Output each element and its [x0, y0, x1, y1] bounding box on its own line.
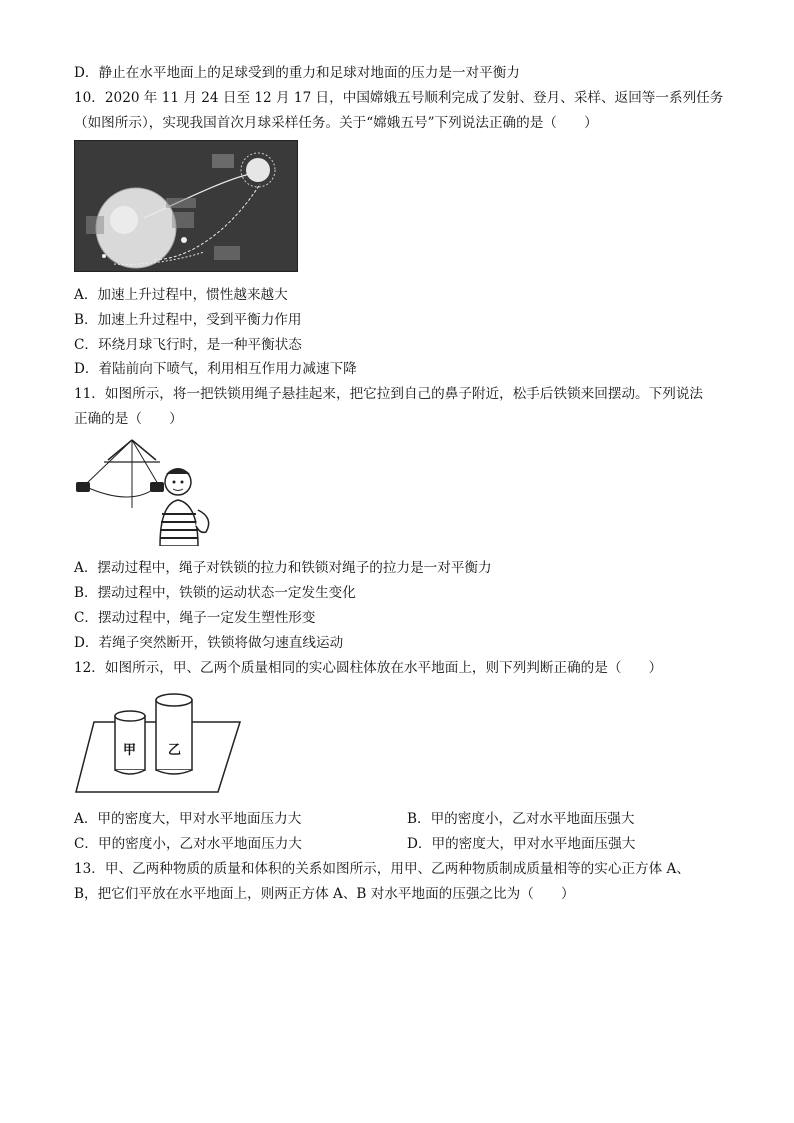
q13-stem-line2: B，把它们平放在水平地面上，则两正方体 A、B 对水平地面的压强之比为（ ）: [74, 886, 575, 902]
q12-option-c: C．甲的密度小，乙对水平地面压力大: [74, 836, 302, 852]
q11-option-a: A．摆动过程中，绳子对铁锁的拉力和铁锁对绳子的拉力是一对平衡力: [74, 560, 492, 576]
q12-stem: 12．如图所示，甲、乙两个质量相同的实心圆柱体放在水平地面上，则下列判断正确的是（ ）: [74, 660, 663, 676]
chang-e-5-figure: [74, 140, 298, 272]
q11-option-d: D．若绳子突然断开，铁锁将做匀速直线运动: [74, 635, 344, 651]
q10-option-c: C．环绕月球飞行时，是一种平衡状态: [74, 337, 302, 353]
pendulum-lock-figure: [74, 438, 220, 546]
q11-option-b: B．摆动过程中，铁锁的运动状态一定发生变化: [74, 585, 356, 601]
q12-option-d: D．甲的密度大，甲对水平地面压强大: [407, 836, 636, 852]
q10-option-a: A．加速上升过程中，惯性越来越大: [74, 287, 288, 303]
prev-option-d: D．静止在水平地面上的足球受到的重力和足球对地面的压力是一对平衡力: [74, 65, 520, 81]
cylinders-figure: [74, 688, 242, 796]
q10-option-d: D．着陆前向下喷气，利用相互作用力减速下降: [74, 361, 357, 377]
q11-option-c: C．摆动过程中，绳子一定发生塑性形变: [74, 610, 316, 626]
cylinder-jia-label: 甲: [123, 743, 137, 758]
cylinder-yi-label: 乙: [168, 743, 182, 758]
q13-stem-line1: 13．甲、乙两种物质的质量和体积的关系如图所示，用甲、乙两种物质制成质量相等的实心正方体 A、: [74, 861, 690, 877]
q11-stem-line1: 11．如图所示，将一把铁锁用绳子悬挂起来，把它拉到自己的鼻子附近，松手后铁锁来回摆动。下列说法: [74, 386, 704, 402]
q12-option-b: B．甲的密度小，乙对水平地面压强大: [407, 811, 635, 827]
q10-stem-line2: （如图所示），实现我国首次月球采样任务。关于“嫦娥五号”下列说法正确的是（ ）: [74, 115, 598, 131]
q10-option-b: B．加速上升过程中，受到平衡力作用: [74, 312, 302, 328]
q12-option-a: A．甲的密度大，甲对水平地面压力大: [74, 811, 302, 827]
q10-stem-line1: 10．2020 年 11 月 24 日至 12 月 17 日，中国嫦娥五号顺利完成了发射、登月、采样、返回等一系列任务: [74, 90, 724, 106]
q11-stem-line2: 正确的是（ ）: [74, 411, 183, 427]
